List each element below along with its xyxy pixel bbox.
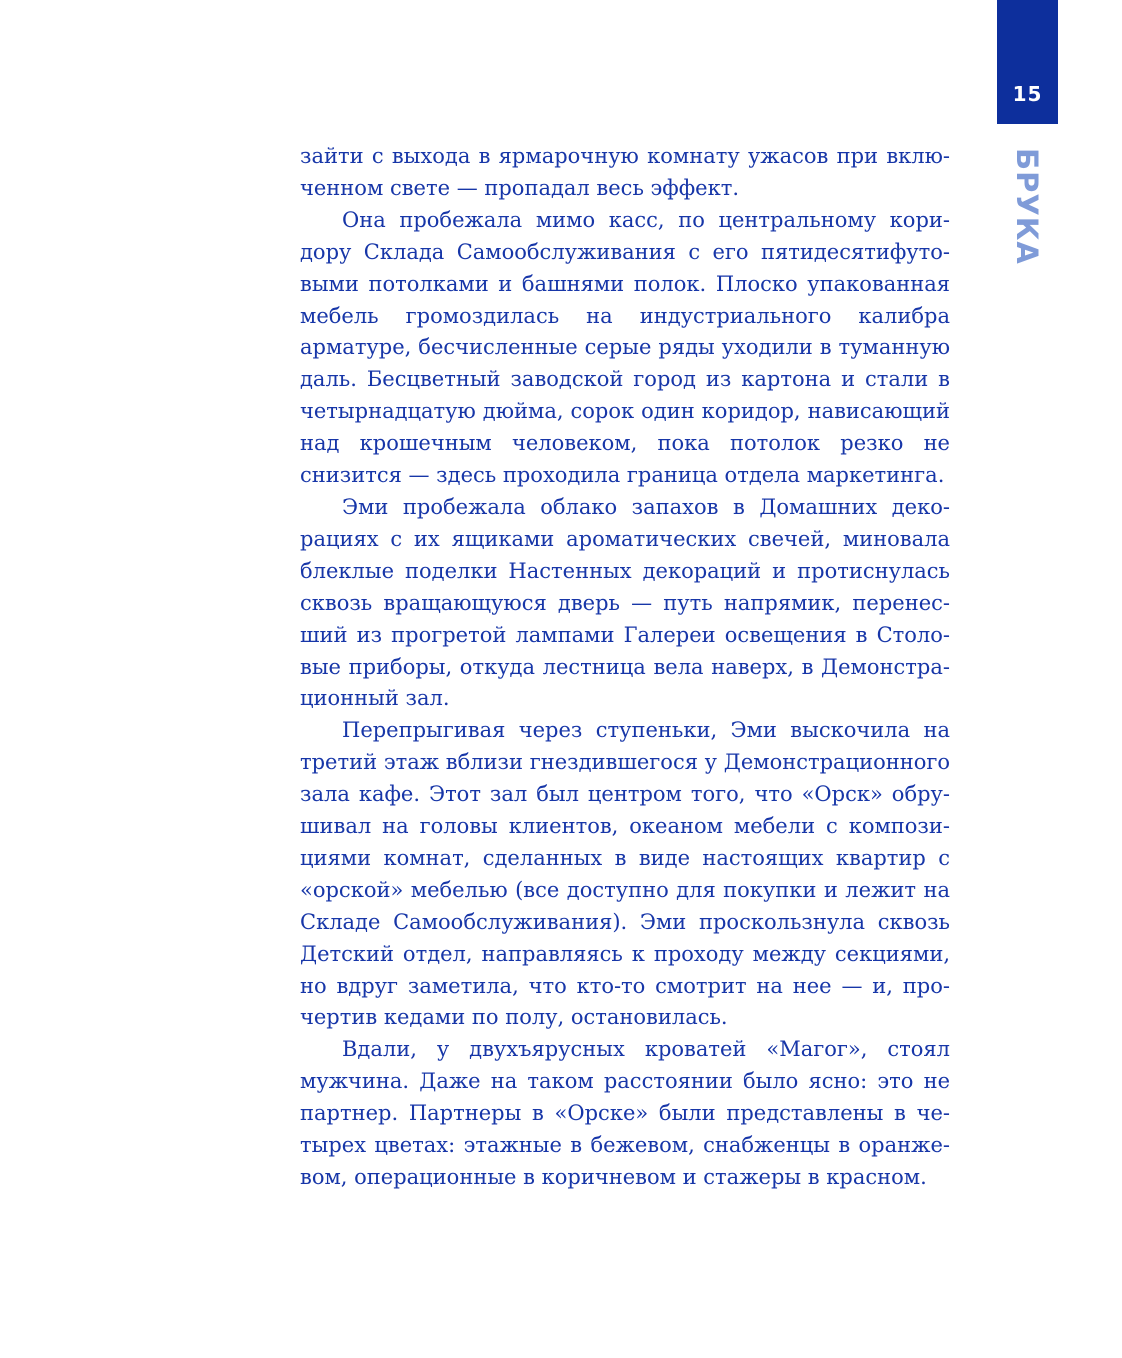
paragraph: Эми пробежала облако запахов в Домашних декорациях с их ящиками ароматических свечей, миновала блеклые поделки Настенных декораций и протиснулась сквозь вращающуюся дверь — путь напрямик, перенесший из прогретой лампами Галереи освещения в Столовые приборы, откуда лестница вела наверх, в Демонстрационный зал. <box>300 494 950 711</box>
page-number: 15 <box>1012 82 1043 106</box>
paragraph: Перепрыгивая через ступеньки, Эми выскочила на третий этаж вблизи гнездившегося у Демонстрационного зала кафе. Этот зал был центром того, что «Орск» обрушивал на головы клиентов, океаном мебели с композициями комнат, сделанных в виде настоящих квартир с «орской» мебелью (все доступно для покупки и лежит на Складе Самообслуживания). Эми проскользнула сквозь Детский отдел, направляясь к проходу между секциями, но вдруг заметила, что кто-то смотрит на нее — и, прочертив кедами по полу, остановилась. <box>300 718 950 1030</box>
body-text <box>300 141 950 1194</box>
paragraph: Вдали, у двухъярусных кроватей «Магог», стоял мужчина. Даже на таком расстоянии было ясно: это не партнер. Партнеры в «Орске» были представлены в четырех цветах: этажные в бежевом, снабженцы в оранжевом, операционные в коричневом и стажеры в красном. <box>300 1037 950 1189</box>
paragraph: Она пробежала мимо касс, по центральному коридору Склада Самообслуживания с его пятидесятифутовыми потолками и башнями полок. Плоско упакованная мебель громоздилась на индустриального калибра арматуре, бесчисленные серые ряды уходили в туманную даль. Бесцветный заводской город из картона и стали в четырнадцатую дюйма, сорок один коридор, нависающий над крошечным человеком, пока потолок резко не снизится — здесь проходила граница отдела маркетинга. <box>300 207 950 488</box>
running-head: БРУКА <box>1010 148 1044 265</box>
paragraph: зайти с выхода в ярмарочную комнату ужасов при включенном свете — пропадал весь эффект. <box>300 144 950 200</box>
